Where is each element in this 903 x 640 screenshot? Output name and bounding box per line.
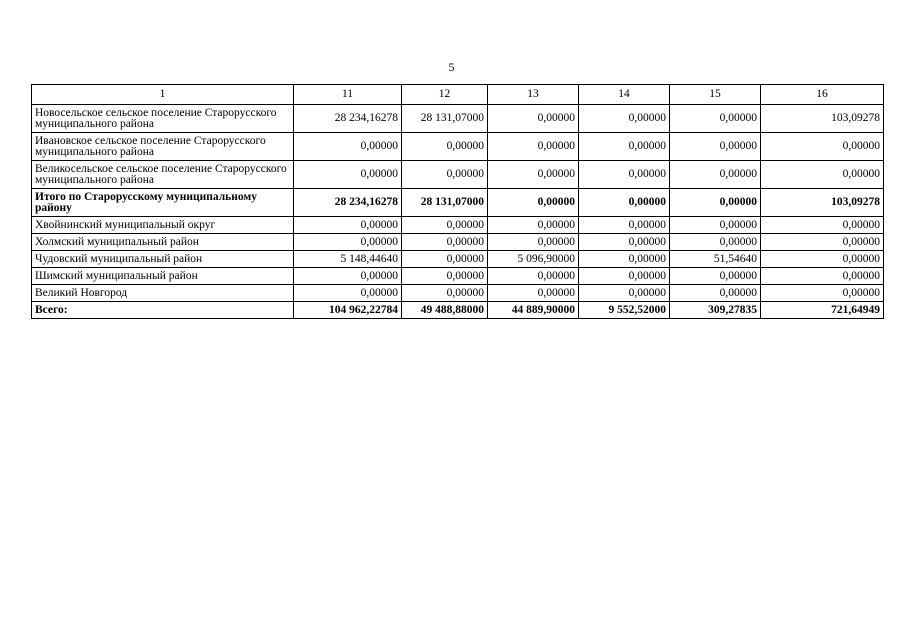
value-cell: 0,00000 (670, 161, 761, 189)
value-cell: 0,00000 (670, 285, 761, 302)
value-cell: 0,00000 (579, 285, 670, 302)
value-cell: 0,00000 (488, 285, 579, 302)
header-row (32, 85, 884, 105)
value-cell: 0,00000 (670, 105, 761, 133)
page-number: 5 (448, 60, 455, 74)
value-cell: 0,00000 (761, 234, 884, 251)
row-name-cell: Великий Новгород (32, 285, 294, 302)
value-cell: 0,00000 (294, 268, 402, 285)
value-cell: 103,09278 (761, 105, 884, 133)
header-cell: 11 (294, 85, 402, 105)
value-cell: 721,64949 (761, 302, 884, 319)
value-cell: 0,00000 (761, 251, 884, 268)
value-cell: 0,00000 (670, 189, 761, 217)
row-name-cell: Великосельское сельское поселение Старорусского муниципального района (32, 161, 294, 189)
row-name-cell: Новосельское сельское поселение Старорусского муниципального района (32, 105, 294, 133)
value-cell: 49 488,88000 (402, 302, 488, 319)
value-cell: 0,00000 (488, 189, 579, 217)
value-cell: 0,00000 (294, 285, 402, 302)
value-cell: 0,00000 (294, 234, 402, 251)
value-cell: 0,00000 (579, 189, 670, 217)
row-name-cell: Ивановское сельское поселение Старорусского муниципального района (32, 133, 294, 161)
value-cell: 0,00000 (402, 217, 488, 234)
value-cell: 0,00000 (579, 234, 670, 251)
table-row (32, 105, 884, 133)
value-cell: 0,00000 (488, 161, 579, 189)
value-cell: 5 148,44640 (294, 251, 402, 268)
table-row (32, 217, 884, 234)
value-cell: 28 131,07000 (402, 189, 488, 217)
value-cell: 0,00000 (402, 161, 488, 189)
value-cell: 103,09278 (761, 189, 884, 217)
value-cell: 0,00000 (761, 285, 884, 302)
header-cell: 15 (670, 85, 761, 105)
table-row (32, 133, 884, 161)
value-cell: 0,00000 (761, 133, 884, 161)
value-cell: 0,00000 (579, 251, 670, 268)
value-cell: 0,00000 (488, 105, 579, 133)
table-row (32, 161, 884, 189)
budget-table (31, 84, 884, 319)
value-cell: 0,00000 (670, 217, 761, 234)
header-cell: 1 (32, 85, 294, 105)
total-row (32, 302, 884, 319)
value-cell: 0,00000 (579, 161, 670, 189)
value-cell: 104 962,22784 (294, 302, 402, 319)
header-cell: 14 (579, 85, 670, 105)
value-cell: 0,00000 (579, 105, 670, 133)
table-row (32, 268, 884, 285)
value-cell: 0,00000 (488, 234, 579, 251)
value-cell: 0,00000 (402, 251, 488, 268)
value-cell: 0,00000 (402, 285, 488, 302)
row-name-cell: Шимский муниципальный район (32, 268, 294, 285)
value-cell: 0,00000 (670, 234, 761, 251)
value-cell: 28 234,16278 (294, 105, 402, 133)
value-cell: 0,00000 (670, 133, 761, 161)
value-cell: 0,00000 (579, 268, 670, 285)
header-cell: 13 (488, 85, 579, 105)
row-name-cell: Чудовский муниципальный район (32, 251, 294, 268)
row-name-cell: Итого по Старорусскому муниципальному району (32, 189, 294, 217)
table-body (32, 105, 884, 319)
value-cell: 0,00000 (294, 133, 402, 161)
row-name-cell: Холмский муниципальный район (32, 234, 294, 251)
value-cell: 44 889,90000 (488, 302, 579, 319)
value-cell: 0,00000 (761, 217, 884, 234)
row-name-cell: Всего: (32, 302, 294, 319)
value-cell: 28 234,16278 (294, 189, 402, 217)
value-cell: 0,00000 (488, 133, 579, 161)
value-cell: 5 096,90000 (488, 251, 579, 268)
value-cell: 0,00000 (402, 268, 488, 285)
value-cell: 0,00000 (294, 161, 402, 189)
value-cell: 9 552,52000 (579, 302, 670, 319)
value-cell: 0,00000 (761, 268, 884, 285)
value-cell: 0,00000 (579, 133, 670, 161)
value-cell: 0,00000 (402, 133, 488, 161)
value-cell: 0,00000 (761, 161, 884, 189)
value-cell: 0,00000 (670, 268, 761, 285)
value-cell: 309,27835 (670, 302, 761, 319)
value-cell: 51,54640 (670, 251, 761, 268)
table-row (32, 234, 884, 251)
header-cell: 16 (761, 85, 884, 105)
header-cell: 12 (402, 85, 488, 105)
table-row (32, 285, 884, 302)
value-cell: 0,00000 (488, 268, 579, 285)
table-row (32, 251, 884, 268)
total-row (32, 189, 884, 217)
value-cell: 28 131,07000 (402, 105, 488, 133)
row-name-cell: Хвойнинский муниципальный округ (32, 217, 294, 234)
value-cell: 0,00000 (294, 217, 402, 234)
value-cell: 0,00000 (402, 234, 488, 251)
value-cell: 0,00000 (579, 217, 670, 234)
value-cell: 0,00000 (488, 217, 579, 234)
